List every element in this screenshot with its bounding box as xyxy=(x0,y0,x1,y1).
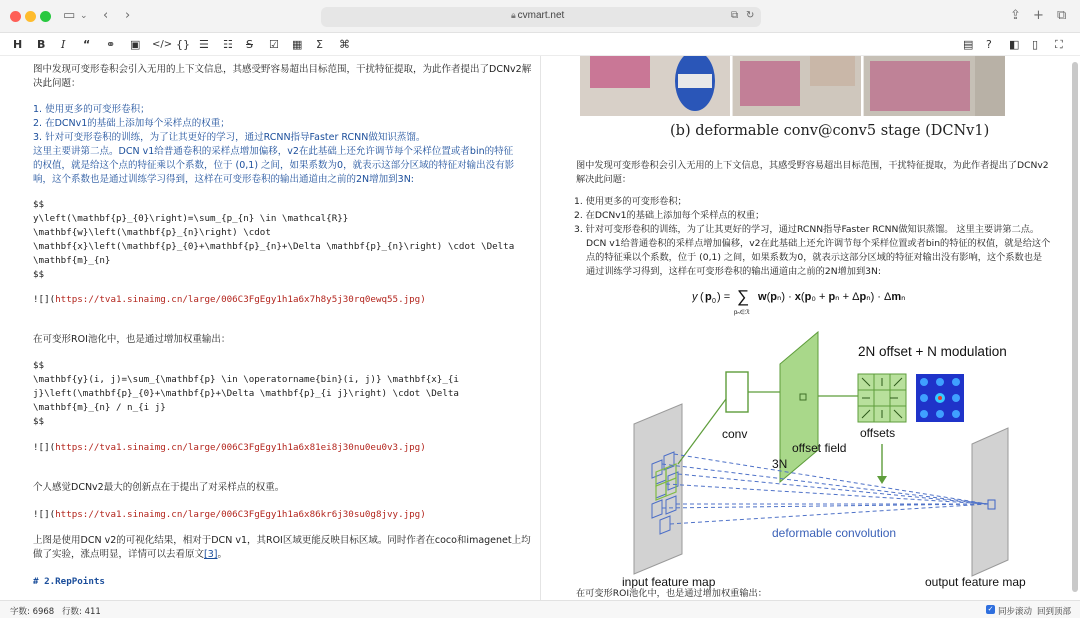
deformable-convolution-label: deformable convolution xyxy=(772,526,897,540)
preview-list-item: 1. 使用更多的可变形卷积； xyxy=(574,196,687,207)
editor-line: 这里主要讲第二点。DCN v1给普通卷积的采样点增加偏移，v2在此基础上还允许调节每个采样位置或者bin的特征 xyxy=(33,146,514,157)
image-suffix: ) xyxy=(420,294,426,305)
svg-text:p: p xyxy=(705,291,712,303)
editor-list-item: 1. 使用更多的可变形卷积； xyxy=(33,104,150,115)
image-prefix: ![]( xyxy=(33,442,56,453)
editor-line xyxy=(33,547,227,562)
editor-list-item: 2. 在DCNv1的基础上添加每个采样点的权重； xyxy=(33,118,230,129)
math-delimiter: $$ xyxy=(33,199,45,210)
svg-text:∑: ∑ xyxy=(737,287,750,306)
lock-icon: 🔒︎ xyxy=(511,11,516,21)
close-window-button[interactable] xyxy=(10,11,21,22)
preview-list-text: 通过训练学习得到，这样在可变形卷积的输出通道由之前的2N增加到3N: xyxy=(586,266,881,277)
math-line: y\left(\mathbf{p}_{0}\right)=\sum_{p_{n} \in \mathcal{R}} xyxy=(33,213,349,224)
editor-line: 在可变形ROI池化中，也是通过增加权重输出： xyxy=(33,334,231,345)
editor-toolbar xyxy=(0,34,1080,56)
back-to-top-link[interactable]: 回到顶部 xyxy=(1037,607,1072,617)
share-icon[interactable]: ⇪ xyxy=(1010,8,1021,23)
editor-text: 做了实验，涨点明显，详情可以去看原文 xyxy=(33,549,205,560)
tab-overview-icon[interactable]: ⧉ xyxy=(1057,8,1067,23)
offsets-grid xyxy=(858,374,906,422)
link-icon[interactable]: ⚭ xyxy=(106,38,116,51)
image-prefix: ![]( xyxy=(33,294,56,305)
sidebar-toggle-icon[interactable]: ▭ xyxy=(63,8,76,23)
modulation-heatmap xyxy=(916,374,964,422)
preview-paragraph: 在可变形ROI池化中，也是通过增加权重输出： xyxy=(576,588,767,599)
markdown-preview xyxy=(542,56,1080,600)
sync-scroll-checkbox[interactable]: ✓ xyxy=(987,605,994,613)
three-n-label: 3N xyxy=(772,457,788,471)
new-tab-icon[interactable]: + xyxy=(1033,8,1044,23)
rendered-formula xyxy=(692,284,932,318)
svg-text:(: ( xyxy=(700,291,704,303)
translate-icon[interactable]: ⧉ xyxy=(731,10,739,21)
svg-text:) =: ) = xyxy=(717,291,731,303)
heading-icon[interactable]: H xyxy=(13,38,23,51)
sync-scroll-label[interactable]: 同步滚动 xyxy=(998,607,1033,617)
editor-line: 上图是使用DCN v2的可视化结果，相对于DCN v1，其ROI区域更能反映目标区域。同时作者在coco和imagenet上均 xyxy=(33,535,531,546)
chevron-down-icon[interactable]: ⌄ xyxy=(80,11,88,21)
forward-arrow-icon[interactable]: › xyxy=(125,8,131,23)
figure-caption: (b) deformable conv@conv5 stage (DCNv1) xyxy=(670,123,990,139)
input-feature-map xyxy=(634,404,682,574)
math-delimiter: $$ xyxy=(33,269,45,280)
italic-icon[interactable]: I xyxy=(61,38,66,51)
preview-list-text: DCN v1给普通卷积的采样点增加偏移，v2在此基础上还允许调节每个采样位置或者bin的特征的权值，就是给这个 xyxy=(586,238,1051,249)
reload-icon[interactable]: ↻ xyxy=(746,10,755,21)
output-feature-map xyxy=(972,428,1008,576)
image-suffix: ) xyxy=(420,442,426,453)
math-delimiter: $$ xyxy=(33,360,45,371)
editor-line: 决此问题： xyxy=(33,78,81,89)
image-url: https://tva1.sinaimg.cn/large/006C3FgEgy1h1a6x86kr6j30su0g8jvy.jpg xyxy=(55,509,421,520)
image-suffix: ) xyxy=(420,509,426,520)
preview-list-text: 点的特征乘以个系数，位于 (0,1) 之间，如果系数为0，就表示这部分区域的特征对输出没有影响，这个系数也是 xyxy=(586,252,1043,263)
address-bar[interactable] xyxy=(321,7,761,27)
bullet-list-icon[interactable]: ☰ xyxy=(199,38,209,51)
back-arrow-icon[interactable]: ‹ xyxy=(103,8,109,23)
preview-list-item: 2. 在DCNv1的基础上添加每个采样点的权重； xyxy=(574,210,765,221)
math-line: \mathbf{w}\left(\mathbf{p}_{n}\right) \cdot xyxy=(33,227,271,238)
diagram-icon[interactable]: ⌘ xyxy=(339,38,350,51)
math-line: j}\left(\mathbf{p}_{0}+\mathbf{p}+\Delta \mathbf{p}_{i j}\right) \cdot \Delta xyxy=(33,388,459,399)
svg-text:pₙ∈ℛ: pₙ∈ℛ xyxy=(734,310,750,316)
preview-paragraph: 图中发现可变形卷积会引入无用的上下文信息，其感受野容易超出目标范围，干扰特征提取，为此作者提出了DCNv2 xyxy=(576,160,1049,171)
editor-text: 。 xyxy=(217,549,227,560)
status-bar xyxy=(0,600,1080,618)
strikethrough-icon[interactable]: S xyxy=(246,38,253,51)
image-url: https://tva1.sinaimg.cn/large/006C3FgEgy1h1a6x81ei8j30nu0eu0v3.jpg xyxy=(55,442,421,453)
ordered-list-icon[interactable]: ☷ xyxy=(223,38,233,51)
toc-icon[interactable]: ▤ xyxy=(963,38,974,51)
visualization-image xyxy=(580,56,1005,116)
code-block-icon[interactable]: {} xyxy=(176,38,190,51)
diagram-offset-label: 2N offset + N modulation xyxy=(858,344,1007,359)
bold-icon[interactable]: B xyxy=(37,38,46,51)
image-markdown-line[interactable] xyxy=(33,507,426,522)
code-icon[interactable]: </> xyxy=(152,39,173,50)
math-line: \mathbf{x}\left(\mathbf{p}_{0}+\mathbf{p}_{n}+\Delta \mathbf{p}_{n}\right) \cdot \Delta xyxy=(33,241,515,252)
line-count: 行数: 411 xyxy=(62,607,101,617)
offsets-label: offsets xyxy=(860,426,896,440)
preview-scrollbar[interactable] xyxy=(1072,62,1078,592)
editor-line: 响，这个系数也是通过训练学习得到，这样在可变形卷积的输出通道由之前的2N增加到3N: xyxy=(33,174,415,185)
editor-line: 图中发现可变形卷积会引入无用的上下文信息，其感受野容易超出目标范围，干扰特征提取，为此作者提出了DCNv2解 xyxy=(33,64,532,75)
svg-text:y: y xyxy=(692,291,698,303)
minimize-window-button[interactable] xyxy=(25,11,36,22)
math-line: \mathbf{m}_{n} xyxy=(33,255,111,266)
reference-link[interactable]: [3] xyxy=(204,549,218,560)
conv-block xyxy=(726,372,748,412)
editor-line: 个人感觉DCNv2最大的创新点在于提出了对采样点的权重。 xyxy=(33,482,285,493)
editor-list-item: 3. 针对可变形卷积的训练，为了让其更好的学习，通过RCNN指导Faster RCNN做知识蒸馏。 xyxy=(33,132,426,143)
browser-titlebar xyxy=(0,0,1080,33)
math-delimiter: $$ xyxy=(33,416,45,427)
table-icon[interactable]: ▦ xyxy=(292,38,303,51)
url-text: cvmart.net xyxy=(517,10,565,21)
markdown-editor[interactable] xyxy=(0,56,541,600)
image-url: https://tva1.sinaimg.cn/large/006C3FgEgy1h1a6x7h8y5j30rq0ewq55.jpg xyxy=(55,294,421,305)
help-icon[interactable]: ? xyxy=(986,38,992,51)
math-line: \mathbf{y}(i, j)=\sum_{\mathbf{p} \in \operatorname{bin}(i, j)} \mathbf{x}_{i xyxy=(33,374,459,385)
editor-heading: # 2.RepPoints xyxy=(33,576,105,587)
preview-toggle-icon[interactable]: ◧ xyxy=(1009,38,1020,51)
math-line: \mathbf{m}_{n} / n_{i j} xyxy=(33,402,166,413)
image-markdown-line[interactable] xyxy=(33,292,426,307)
split-view-icon[interactable]: ▯ xyxy=(1032,38,1039,51)
offset-field-label: offset field xyxy=(792,441,847,455)
word-count: 字数: 6968 xyxy=(10,607,55,617)
output-feature-map-label: output feature map xyxy=(925,575,1026,589)
zoom-window-button[interactable] xyxy=(40,11,51,22)
conv-label: conv xyxy=(722,427,748,441)
input-feature-map-label: input feature map xyxy=(622,575,716,589)
editor-line: 的权值，就是给这个点的特征乘以个系数，位于 (0,1) 之间，如果系数为0，就表示这部分区域的特征对输出没有影 xyxy=(33,160,515,171)
image-prefix: ![]( xyxy=(33,509,56,520)
quote-icon[interactable]: “ xyxy=(83,38,91,51)
image-markdown-line[interactable] xyxy=(33,440,426,455)
fullscreen-icon[interactable]: ⛶ xyxy=(1055,38,1063,51)
svg-text:0: 0 xyxy=(712,298,716,305)
formula-icon[interactable]: Σ xyxy=(316,38,323,51)
svg-text:w(pₙ) · x(p₀ + pₙ + Δpₙ) · Δmₙ: w(pₙ) · x(p₀ + pₙ + Δpₙ) · Δmₙ xyxy=(758,291,906,303)
image-icon[interactable]: ▣ xyxy=(130,38,141,51)
preview-list-item: 3. 针对可变形卷积的训练，为了让其更好的学习，通过RCNN指导Faster RCNN做知识蒸馏。 这里主要讲第二点。 xyxy=(574,224,1040,235)
preview-paragraph: 解决此问题： xyxy=(576,174,632,185)
dcnv2-diagram xyxy=(622,324,1052,594)
checklist-icon[interactable]: ☑ xyxy=(269,38,279,51)
